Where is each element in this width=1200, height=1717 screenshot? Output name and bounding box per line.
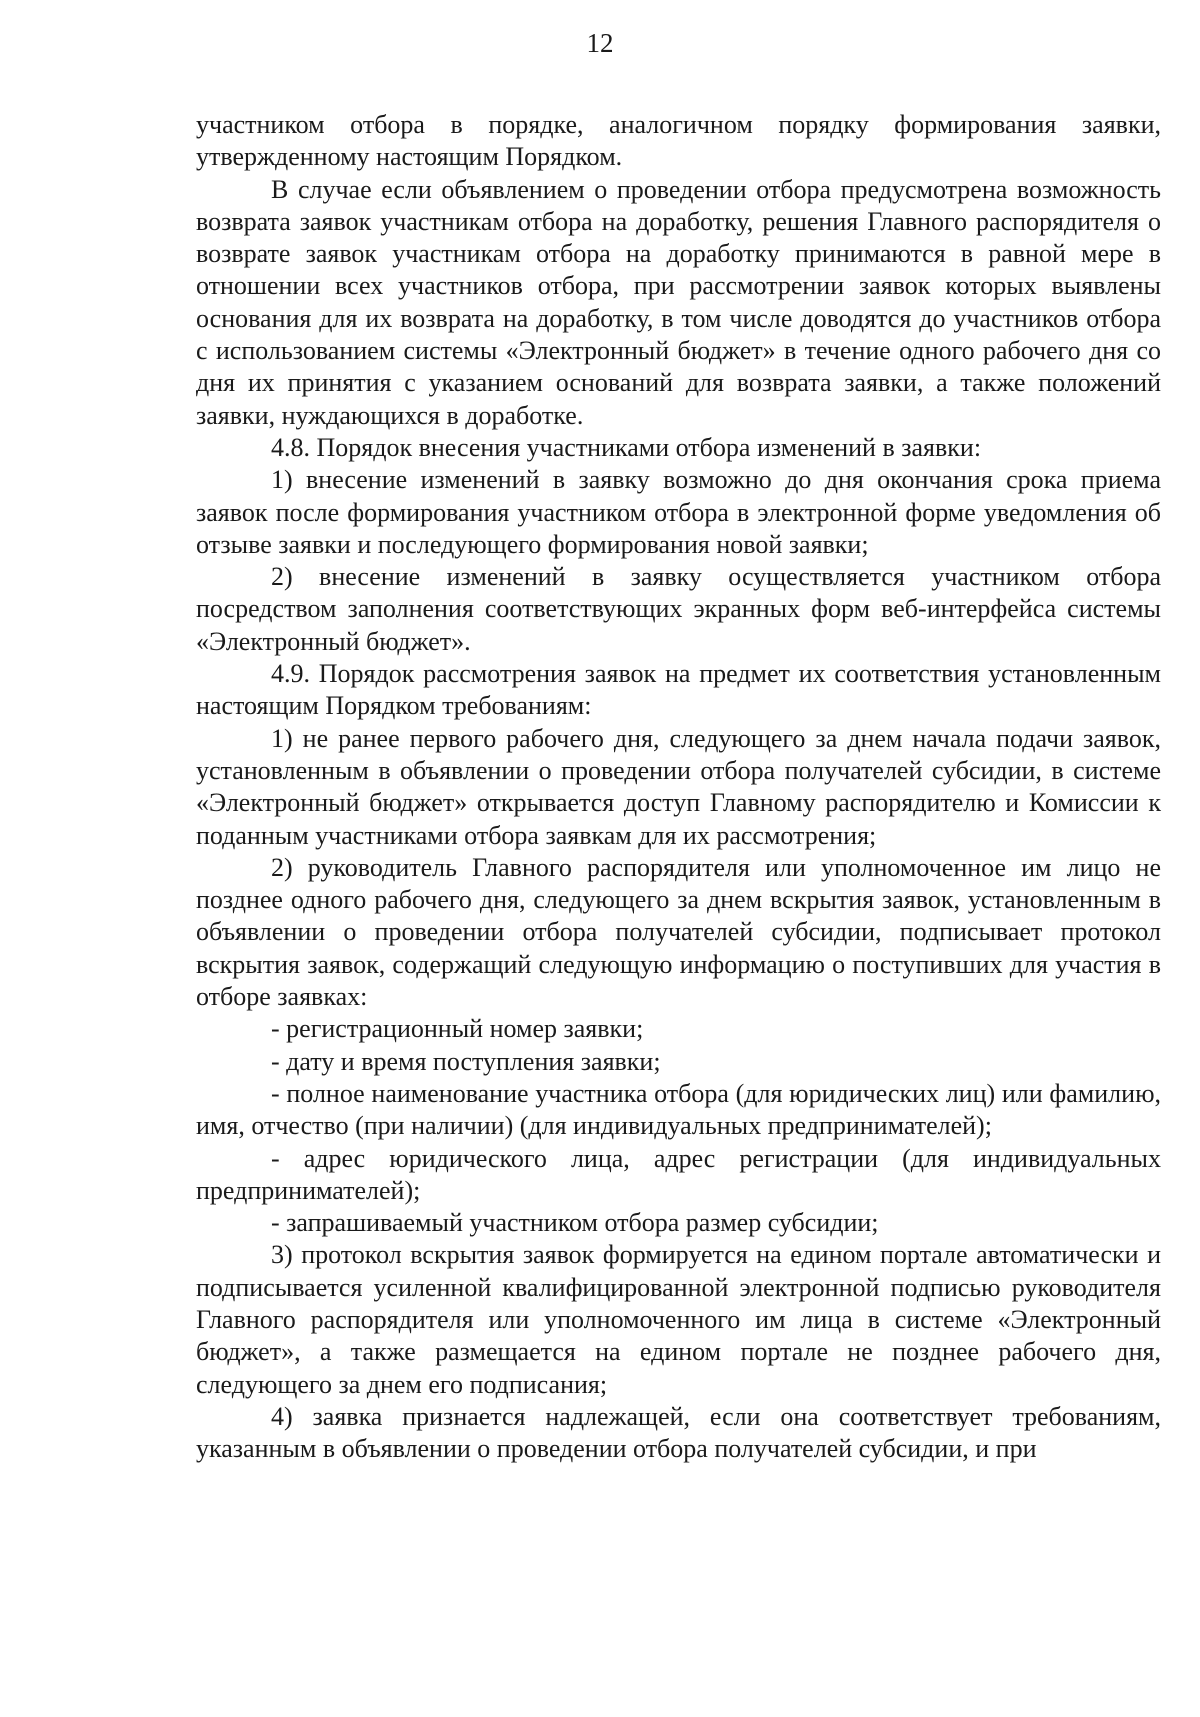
paragraph-section-4-8: 4.8. Порядок внесения участниками отбора изменений в заявки: [271, 432, 982, 462]
paragraph-4-9-item-4: 4) заявка признается надлежащей, если она соответствует требованиям, указанным в объявлении о проведении отбора получателей субсидии, и при [196, 1401, 1161, 1464]
paragraph-continuation: участником отбора в порядке, аналогичном порядку формирования заявки, утвержденному настоящим Порядком. [196, 110, 1161, 172]
paragraph-4-8-item-1: 1) внесение изменений в заявку возможно до дня окончания срока приема заявок после формирования участником отбора в электронной форме уведомления об отзыве заявки и последующего формирования новой заявки; [196, 465, 1161, 559]
document-body [196, 109, 1161, 1465]
list-item-participant-name: - полное наименование участника отбора (для юридических лиц) или фамилию, имя, отчество (при наличии) (для индивидуальных предпринимателей); [196, 1078, 1161, 1141]
paragraph-return-for-revision: В случае если объявлением о проведении отбора предусмотрена возможность возврата заявок участникам отбора на доработку, решения Главного распорядителя о возврате заявок участникам отбора на доработку принимаются в равной мере в отношении всех участников отбора, при рассмотрении заявок которых выявлены основания для их возврата на доработку, в том числе доводятся до участников отбора с использованием системы «Электронный бюджет» в течение одного рабочего дня со дня их принятия с указанием оснований для возврата заявки, а также положений заявки, нуждающихся в доработке. [196, 174, 1161, 430]
list-item-date-time: - дату и время поступления заявки; [271, 1046, 661, 1076]
paragraph-4-9-item-2: 2) руководитель Главного распорядителя или уполномоченное им лицо не позднее одного рабочего дня, следующего за днем вскрытия заявок, установленным в объявлении о проведении отбора получателей субсидии, подписывает протокол вскрытия заявок, содержащий следующую информацию о поступивших для участия в отборе заявках: [196, 852, 1161, 1012]
list-item-subsidy-amount: - запрашиваемый участником отбора размер субсидии; [271, 1208, 879, 1238]
list-item-registration-number: - регистрационный номер заявки; [271, 1014, 644, 1044]
paragraph-section-4-9: 4.9. Порядок рассмотрения заявок на предмет их соответствия установленным настоящим Порядком требованиям: [196, 659, 1161, 721]
page-number: 12 [586, 28, 614, 58]
paragraph-4-9-item-1: 1) не ранее первого рабочего дня, следующего за днем начала подачи заявок, установленным в объявлении о проведении отбора получателей субсидии, в системе «Электронный бюджет» открывается доступ Главному распорядителю и Комиссии к поданным участниками отбора заявкам для их рассмотрения; [196, 723, 1161, 850]
paragraph-4-8-item-2: 2) внесение изменений в заявку осуществляется участником отбора посредством заполнения соответствующих экранных форм веб-интерфейса системы «Электронный бюджет». [196, 562, 1161, 656]
paragraph-4-9-item-3: 3) протокол вскрытия заявок формируется на едином портале автоматически и подписывается усиленной квалифицированной электронной подписью руководителя Главного распорядителя или уполномоченного им лица в системе «Электронный бюджет», а также размещается на едином портале не позднее рабочего дня, следующего за днем его подписания; [196, 1240, 1161, 1399]
list-item-address: - адрес юридического лица, адрес регистрации (для индивидуальных предпринимателей); [196, 1143, 1161, 1205]
